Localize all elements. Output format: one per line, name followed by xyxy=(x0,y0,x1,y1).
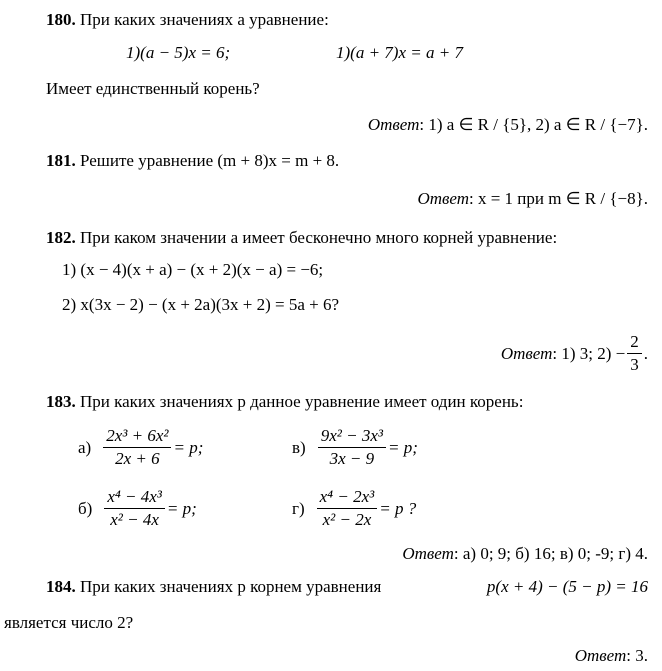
answer-text: : 1) 3; 2) − xyxy=(552,343,626,363)
problem-181-number: 181. xyxy=(46,151,76,170)
problem-180-equation-2: 1)(a + 7)x = a + 7 xyxy=(336,43,463,62)
item-fraction xyxy=(103,426,171,469)
problem-182-equation-1: 1) (x − 4)(x + a) − (x + 2)(x − a) = −6; xyxy=(62,260,324,279)
answer-text: : 3. xyxy=(626,646,648,665)
item-label: б) xyxy=(78,498,93,518)
item-label: в) xyxy=(292,437,306,457)
problem-183-answer xyxy=(402,544,648,564)
item-label: г) xyxy=(292,498,305,518)
problem-184-number: 184. xyxy=(46,577,76,596)
fraction-denominator: x² − 2x xyxy=(322,510,372,529)
problem-184-equation: p(x + 4) − (5 − p) = 16 xyxy=(486,577,648,596)
problem-183-item-g xyxy=(292,487,416,530)
answer-text: : 1) a ∈ R / {5}, 2) a ∈ R / {−7}. xyxy=(419,115,648,134)
fraction-numerator: 2 xyxy=(627,332,642,354)
problem-180-equation-1: 1)(a − 5)x = 6; xyxy=(126,43,231,62)
problem-182-answer xyxy=(501,332,648,375)
item-tail: = p ? xyxy=(379,498,417,518)
problem-184-answer xyxy=(575,646,648,666)
problem-183-text: При каких значениях p данное уравнение имеет один корень: xyxy=(80,392,524,411)
answer-fraction xyxy=(627,332,642,375)
fraction-numerator: 9x² − 3x³ xyxy=(318,426,386,448)
answer-label: Ответ xyxy=(574,646,627,665)
fraction-denominator: 2x + 6 xyxy=(115,449,160,468)
item-label: а) xyxy=(78,437,92,457)
fraction-denominator: 3x − 9 xyxy=(329,449,375,468)
problem-180-question-2: Имеет единственный корень? xyxy=(46,79,260,98)
problem-183-item-b xyxy=(78,487,197,530)
item-tail: = p; xyxy=(387,437,418,457)
item-fraction xyxy=(104,487,165,530)
answer-text: : а) 0; 9; б) 16; в) 0; -9; г) 4. xyxy=(453,544,648,563)
problem-182-equation-2: 2) x(3x − 2) − (x + 2a)(3x + 2) = 5a + 6? xyxy=(62,295,340,314)
problem-183-item-v xyxy=(292,426,418,469)
fraction-numerator: x⁴ − 2x³ xyxy=(317,487,378,509)
answer-label: Ответ xyxy=(402,544,454,563)
problem-182-question xyxy=(46,228,557,248)
problem-180-number: 180. xyxy=(46,10,76,29)
problem-184-question xyxy=(46,577,466,597)
problem-184-question-2: является число 2? xyxy=(4,613,134,632)
problem-182-number: 182. xyxy=(46,228,76,247)
answer-label: Ответ xyxy=(367,115,420,134)
problem-180-question xyxy=(46,10,329,30)
answer-label: Ответ xyxy=(417,189,469,208)
item-tail: = p; xyxy=(173,437,204,457)
problem-183-question xyxy=(46,392,523,412)
problem-183-number: 183. xyxy=(46,392,76,411)
answer-label: Ответ xyxy=(500,343,553,363)
fraction-denominator: x² − 4x xyxy=(110,510,159,529)
problem-183-item-a xyxy=(78,426,203,469)
problem-181-question xyxy=(46,151,339,171)
problem-180-text: При каких значениях a уравнение: xyxy=(80,10,329,29)
item-fraction xyxy=(317,487,378,530)
problem-184-text: При каких значениях p корнем уравнения xyxy=(80,577,382,596)
problem-182-text: При каком значении a имеет бесконечно много корней уравнение: xyxy=(80,228,558,247)
item-fraction xyxy=(318,426,386,469)
problem-181-text: Решите уравнение (m + 8)x = m + 8. xyxy=(80,151,340,170)
problem-180-answer xyxy=(368,115,648,135)
problem-181-answer xyxy=(417,189,648,209)
fraction-denominator: 3 xyxy=(630,355,639,374)
answer-period: . xyxy=(643,343,648,363)
fraction-numerator: x⁴ − 4x³ xyxy=(104,487,165,509)
item-tail: = p; xyxy=(166,498,197,518)
answer-text: : x = 1 при m ∈ R / {−8}. xyxy=(468,189,648,208)
fraction-numerator: 2x³ + 6x² xyxy=(103,426,171,448)
